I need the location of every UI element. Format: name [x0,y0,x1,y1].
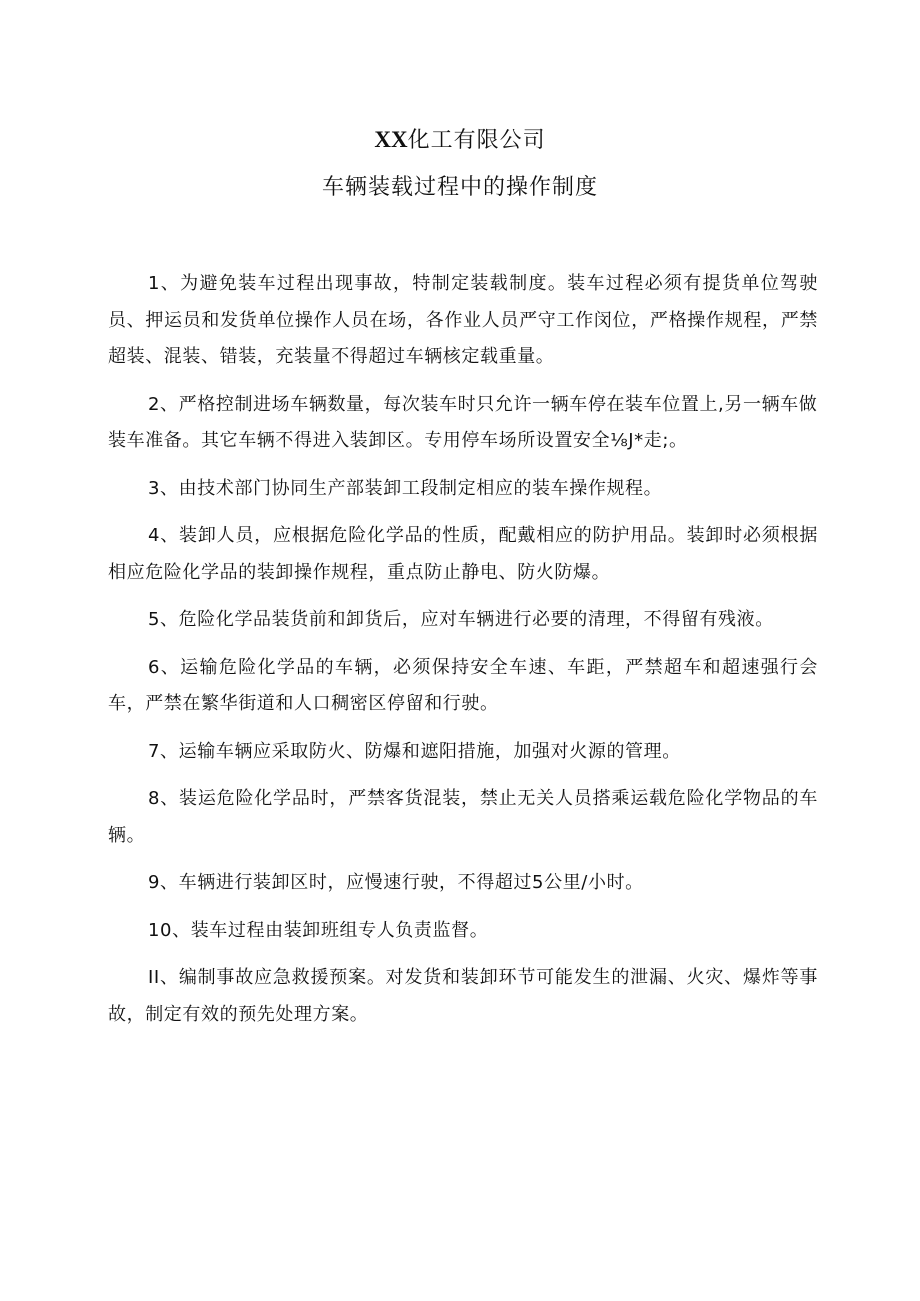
paragraph-1: 1、为避免装车过程出现事故，特制定装载制度。装车过程必须有提货单位驾驶员、押运员和发货单位操作人员在场，各作业人员严守工作闵位，严格操作规程，严禁超装、混装、错装，充装量不得超过车辆核定载重量。 [108,273,818,367]
paragraph-11: II、编制事故应急救援预案。对发货和装卸环节可能发生的泄漏、火灾、爆炸等事故，制定有效的预先处理方案。 [108,967,818,1025]
company-title-name: 化工有限公司 [407,128,546,153]
paragraph-7: 7、运输车辆应采取防火、防爆和遮阳措施，加强对火源的管理。 [148,740,681,762]
paragraph-10: 10、装车过程由装卸班组专人负责监督。 [148,919,489,941]
paragraph-4: 4、装卸人员，应根据危险化学品的性质，配戴相应的防护用品。装卸时必须根据相应危险化学品的装卸操作规程，重点防止静电、防火防爆。 [108,525,818,583]
company-title [0,124,920,157]
paragraph-5: 5、危险化学品装货前和卸货后，应对车辆进行必要的清理，不得留有残液。 [148,609,774,630]
paragraph-6: 6、运输危险化学品的车辆，必须保持安全车速、车距，严禁超车和超速强行会车，严禁在繁华街道和人口稠密区停留和行驶。 [108,656,818,714]
paragraph-8: 8、装运危险化学品时，严禁客货混装，禁止无关人员搭乘运载危险化学物品的车辆。 [108,788,818,846]
paragraph-9: 9、车辆进行装卸区时，应慢速行驶，不得超过5公里/小时。 [148,872,644,893]
document-body [108,266,818,1044]
document-title: 车辆装载过程中的操作制度 [321,175,598,200]
paragraph-2: 2、严格控制进场车辆数量，每次装车时只允许一辆车停在装车位置上,另一辆车做装车准备。其它车辆不得进入装卸区。专用停车场所设置安全⅛J*走;。 [108,393,818,451]
company-title-prefix: XX [374,127,408,152]
paragraph-3: 3、由技术部门协同生产部装卸工段制定相应的装车操作规程。 [148,477,663,499]
